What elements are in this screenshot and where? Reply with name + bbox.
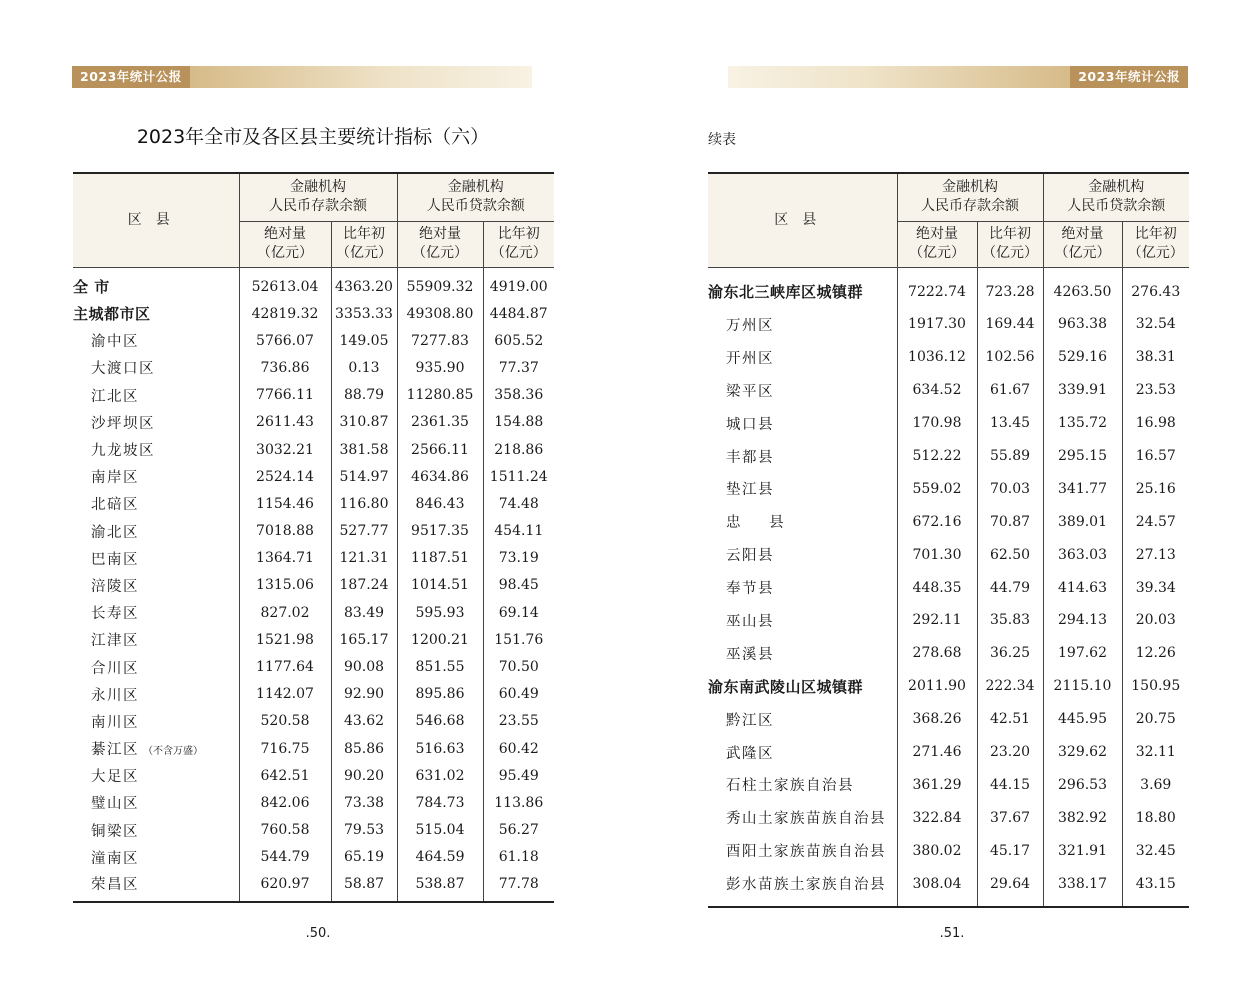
loan-abs-header: 绝对量 （亿元） [397, 221, 483, 267]
table-row [73, 518, 554, 545]
table-row [73, 354, 554, 381]
deposit-change-cell: 35.83 [977, 604, 1043, 637]
table-row [73, 327, 554, 354]
table-row [708, 374, 1189, 407]
region-name: 大渡口区 [73, 354, 239, 381]
loan-abs-cell: 4634.86 [397, 463, 483, 490]
table-row [708, 571, 1189, 604]
loan-abs-cell: 135.72 [1043, 407, 1122, 440]
region-name: 渝东北三峡库区城镇群 [708, 267, 897, 308]
deposit-change-cell: 310.87 [331, 409, 397, 436]
table-row [73, 844, 554, 871]
loan-change-cell: 70.50 [498, 659, 539, 676]
loan-abs-cell: 529.16 [1043, 341, 1122, 374]
loan-change-cell: 43.15 [1122, 867, 1189, 907]
table-row [708, 472, 1189, 505]
loan-change-cell: 39.34 [1135, 579, 1176, 596]
table-row [73, 409, 554, 436]
deposit-change-cell: 45.17 [977, 834, 1043, 867]
deposit-abs-cell: 1177.64 [239, 653, 331, 680]
deposit-change-cell: 222.34 [977, 670, 1043, 703]
loan-change-cell: 24.57 [1135, 513, 1176, 530]
loan-abs-cell: 55909.32 [397, 267, 483, 300]
deposit-change-header: 比年初 （亿元） [331, 221, 397, 267]
page-number: .51. [939, 926, 965, 941]
deposit-change-cell: 169.44 [977, 308, 1043, 341]
header-band [728, 66, 1188, 88]
deposit-abs-cell: 1315.06 [239, 572, 331, 599]
region-name: 主城都市区 [73, 300, 239, 327]
deposit-change-cell: 116.80 [331, 490, 397, 517]
deposit-abs-cell: 52613.04 [239, 267, 331, 300]
loan-abs-cell: 11280.85 [397, 382, 483, 409]
region-name: 开州区 [708, 341, 897, 374]
loan-abs-cell: 9517.35 [397, 518, 483, 545]
loan-abs-cell: 963.38 [1043, 308, 1122, 341]
statistics-table-continued [708, 172, 1189, 908]
loan-abs-cell: 49308.80 [397, 300, 483, 327]
loan-abs-cell: 197.62 [1043, 637, 1122, 670]
deposit-abs-cell: 380.02 [897, 834, 977, 867]
deposit-abs-cell: 559.02 [897, 472, 977, 505]
loan-abs-cell: 382.92 [1043, 801, 1122, 834]
deposit-change-cell: 62.50 [977, 538, 1043, 571]
deposit-abs-cell: 701.30 [897, 538, 977, 571]
deposit-abs-cell: 1521.98 [239, 626, 331, 653]
deposit-abs-cell: 642.51 [239, 762, 331, 789]
table-row [73, 735, 554, 762]
table-row [73, 436, 554, 463]
loan-change-cell: 56.27 [498, 822, 539, 839]
deposit-abs-cell: 308.04 [897, 867, 977, 907]
deposit-abs-cell: 1036.12 [897, 341, 977, 374]
deposit-change-cell: 79.53 [331, 817, 397, 844]
deposit-abs-cell: 1917.30 [897, 308, 977, 341]
loan-abs-cell: 895.86 [397, 681, 483, 708]
deposit-change-cell: 58.87 [331, 871, 397, 902]
loan-abs-cell: 784.73 [397, 789, 483, 816]
deposit-abs-cell: 3032.21 [239, 436, 331, 463]
region-name: 云阳县 [708, 538, 897, 571]
loan-change-cell: 69.14 [498, 604, 539, 621]
deposit-change-cell: 3353.33 [331, 300, 397, 327]
loan-abs-cell: 846.43 [397, 490, 483, 517]
loan-abs-cell: 296.53 [1043, 768, 1122, 801]
region-name: 沙坪坝区 [73, 409, 239, 436]
table-row [708, 440, 1189, 473]
loan-abs-cell: 516.63 [397, 735, 483, 762]
deposit-change-cell: 90.08 [331, 653, 397, 680]
deposit-change-cell: 83.49 [331, 599, 397, 626]
region-name: 南川区 [73, 708, 239, 735]
region-note: （不含万盛） [143, 746, 203, 758]
deposit-abs-cell: 620.97 [239, 871, 331, 902]
deposit-abs-cell: 361.29 [897, 768, 977, 801]
region-name: 石柱土家族自治县 [708, 768, 897, 801]
table-title: 2023年全市及各区县主要统计指标（六） [136, 126, 490, 148]
table-row [73, 490, 554, 517]
deposit-abs-cell: 842.06 [239, 789, 331, 816]
loan-change-cell: 16.57 [1135, 448, 1176, 464]
region-name: 巫山县 [708, 604, 897, 637]
deposit-change-cell: 37.67 [977, 801, 1043, 834]
loan-change-cell: 12.26 [1135, 645, 1176, 662]
loan-abs-cell: 2361.35 [397, 409, 483, 436]
deposit-abs-cell: 271.46 [897, 736, 977, 769]
deposit-change-cell: 43.62 [331, 708, 397, 735]
deposit-abs-cell: 2524.14 [239, 463, 331, 490]
loan-abs-cell: 2115.10 [1043, 670, 1122, 703]
loan-abs-cell: 1187.51 [397, 545, 483, 572]
table-row [708, 834, 1189, 867]
deposit-change-cell: 61.67 [977, 374, 1043, 407]
deposit-abs-cell: 736.86 [239, 354, 331, 381]
loan-change-cell: 605.52 [494, 332, 544, 349]
region-name: 涪陵区 [73, 572, 239, 599]
table-row [73, 626, 554, 653]
table-row [73, 599, 554, 626]
deposit-change-cell: 102.56 [977, 341, 1043, 374]
region-name: 万州区 [708, 308, 897, 341]
loan-abs-cell: 294.13 [1043, 604, 1122, 637]
table-row [73, 871, 554, 902]
loan-abs-cell: 595.93 [397, 599, 483, 626]
deposit-abs-cell: 368.26 [897, 703, 977, 736]
region-name: 大足区 [73, 762, 239, 789]
loan-change-cell: 20.75 [1135, 711, 1176, 728]
region-name: 江北区 [73, 382, 239, 409]
loan-change-cell: 3.69 [1140, 776, 1172, 793]
loan-change-cell: 60.42 [498, 740, 539, 757]
deposit-change-cell: 70.87 [977, 505, 1043, 538]
deposit-group-header: 金融机构 人民币存款余额 [239, 173, 397, 221]
deposit-change-cell: 514.97 [331, 463, 397, 490]
region-name: 铜梁区 [73, 817, 239, 844]
region-name: 合川区 [73, 653, 239, 680]
loan-abs-cell: 935.90 [397, 354, 483, 381]
deposit-change-cell: 23.20 [977, 736, 1043, 769]
deposit-abs-cell: 7222.74 [897, 267, 977, 308]
region-name: 巴南区 [73, 545, 239, 572]
loan-change-cell: 1511.24 [489, 468, 548, 485]
page-number: .50. [305, 926, 331, 941]
table-row [708, 604, 1189, 637]
region-name: 丰都县 [708, 440, 897, 473]
deposit-change-cell: 36.25 [977, 637, 1043, 670]
loan-change-cell: 98.45 [498, 577, 539, 594]
region-name: 江津区 [73, 626, 239, 653]
loan-change-cell: 358.36 [494, 387, 544, 404]
loan-abs-cell: 631.02 [397, 762, 483, 789]
region-name: 渝东南武陵山区城镇群 [708, 670, 897, 703]
deposit-change-cell: 527.77 [331, 518, 397, 545]
report-title-tag: 2023年统计公报 [72, 66, 190, 88]
loan-abs-cell: 338.17 [1043, 867, 1122, 907]
deposit-abs-cell: 278.68 [897, 637, 977, 670]
deposit-change-cell: 85.86 [331, 735, 397, 762]
deposit-abs-cell: 7766.11 [239, 382, 331, 409]
deposit-change-cell: 73.38 [331, 789, 397, 816]
loan-change-cell: 113.86 [494, 794, 544, 811]
deposit-change-cell: 44.15 [977, 768, 1043, 801]
loan-change-cell: 73.19 [498, 550, 539, 567]
region-name: 全 市 [73, 267, 239, 300]
region-name: 渝中区 [73, 327, 239, 354]
table-row [708, 736, 1189, 769]
deposit-abs-header: 绝对量 （亿元） [239, 221, 331, 267]
deposit-abs-cell: 520.58 [239, 708, 331, 735]
loan-abs-cell: 4263.50 [1043, 267, 1122, 308]
region-name: 奉节县 [708, 571, 897, 604]
table-row [73, 762, 554, 789]
region-name: 垫江县 [708, 472, 897, 505]
table-row [708, 538, 1189, 571]
table-row [73, 572, 554, 599]
deposit-change-cell: 381.58 [331, 436, 397, 463]
region-name: 九龙坡区 [73, 436, 239, 463]
deposit-abs-cell: 292.11 [897, 604, 977, 637]
loan-change-cell: 18.80 [1135, 809, 1176, 826]
table-row [708, 407, 1189, 440]
loan-abs-cell: 321.91 [1043, 834, 1122, 867]
deposit-abs-cell: 5766.07 [239, 327, 331, 354]
region-name: 永川区 [73, 681, 239, 708]
loan-abs-cell: 389.01 [1043, 505, 1122, 538]
table-row [73, 789, 554, 816]
loan-change-cell: 151.76 [494, 631, 544, 648]
deposit-abs-cell: 448.35 [897, 571, 977, 604]
table-row [73, 653, 554, 680]
loan-change-cell: 32.45 [1135, 842, 1176, 859]
table-row [708, 505, 1189, 538]
deposit-change-cell: 165.17 [331, 626, 397, 653]
deposit-abs-cell: 716.75 [239, 735, 331, 762]
loan-change-cell: 4919.00 [489, 278, 548, 295]
deposit-change-cell: 723.28 [977, 267, 1043, 308]
table-row [73, 681, 554, 708]
loan-abs-cell: 329.62 [1043, 736, 1122, 769]
loan-change-cell: 77.78 [483, 871, 554, 902]
region-name: 彭水苗族土家族自治县 [708, 867, 897, 907]
table-row [73, 382, 554, 409]
region-name: 酉阳土家族苗族自治县 [708, 834, 897, 867]
table-row [708, 341, 1189, 374]
region-name: 秀山土家族苗族自治县 [708, 801, 897, 834]
deposit-abs-header: 绝对量 （亿元） [897, 221, 977, 267]
deposit-change-cell: 55.89 [977, 440, 1043, 473]
deposit-abs-cell: 42819.32 [239, 300, 331, 327]
region-name: 渝北区 [73, 518, 239, 545]
loan-abs-header: 绝对量 （亿元） [1043, 221, 1122, 267]
deposit-abs-cell: 1364.71 [239, 545, 331, 572]
loan-change-cell: 23.55 [498, 713, 539, 730]
deposit-abs-cell: 827.02 [239, 599, 331, 626]
table-row [73, 817, 554, 844]
region-name: 綦江区 （不含万盛） [73, 735, 239, 762]
deposit-abs-cell: 512.22 [897, 440, 977, 473]
table-row [708, 267, 1189, 308]
table-row [73, 300, 554, 327]
region-name: 武隆区 [708, 736, 897, 769]
loan-change-cell: 60.49 [498, 686, 539, 703]
deposit-change-cell: 187.24 [331, 572, 397, 599]
loan-abs-cell: 515.04 [397, 817, 483, 844]
right-page [630, 0, 1259, 998]
loan-change-cell: 95.49 [498, 767, 539, 784]
loan-abs-cell: 2566.11 [397, 436, 483, 463]
loan-change-cell: 27.13 [1135, 546, 1176, 563]
deposit-change-cell: 149.05 [331, 327, 397, 354]
region-name: 潼南区 [73, 844, 239, 871]
deposit-abs-cell: 1154.46 [239, 490, 331, 517]
loan-abs-cell: 7277.83 [397, 327, 483, 354]
loan-abs-cell: 295.15 [1043, 440, 1122, 473]
deposit-change-cell: 65.19 [331, 844, 397, 871]
deposit-abs-cell: 2611.43 [239, 409, 331, 436]
deposit-change-cell: 44.79 [977, 571, 1043, 604]
loan-abs-cell: 341.77 [1043, 472, 1122, 505]
table-row [708, 768, 1189, 801]
deposit-abs-cell: 322.84 [897, 801, 977, 834]
loan-change-cell: 25.16 [1135, 480, 1176, 497]
statistics-table [73, 172, 554, 903]
deposit-change-cell: 0.13 [331, 354, 397, 381]
region-name: 城口县 [708, 407, 897, 440]
region-column-header: 区县 [73, 173, 239, 267]
region-column-header: 区县 [708, 173, 897, 267]
loan-change-cell: 32.11 [1135, 744, 1176, 761]
region-name: 璧山区 [73, 789, 239, 816]
deposit-abs-cell: 7018.88 [239, 518, 331, 545]
deposit-abs-cell: 1142.07 [239, 681, 331, 708]
loan-abs-cell: 1014.51 [397, 572, 483, 599]
deposit-abs-cell: 2011.90 [897, 670, 977, 703]
loan-abs-cell: 851.55 [397, 653, 483, 680]
region-name: 北碚区 [73, 490, 239, 517]
table-row [708, 703, 1189, 736]
loan-change-cell: 23.53 [1135, 382, 1176, 399]
loan-change-cell: 77.37 [498, 359, 539, 376]
table-row [708, 308, 1189, 341]
loan-abs-cell: 445.95 [1043, 703, 1122, 736]
loan-group-header: 金融机构 人民币贷款余额 [397, 173, 554, 221]
loan-abs-cell: 1200.21 [397, 626, 483, 653]
table-row [708, 801, 1189, 834]
loan-change-cell: 74.48 [498, 495, 539, 512]
deposit-abs-cell: 634.52 [897, 374, 977, 407]
region-name: 黔江区 [708, 703, 897, 736]
table-row [73, 463, 554, 490]
loan-abs-cell: 339.91 [1043, 374, 1122, 407]
loan-abs-cell: 546.68 [397, 708, 483, 735]
header-band [72, 66, 532, 88]
region-name: 长寿区 [73, 599, 239, 626]
loan-change-header: 比年初 （亿元） [1122, 221, 1189, 267]
deposit-change-cell: 90.20 [331, 762, 397, 789]
loan-change-cell: 4484.87 [489, 305, 548, 322]
deposit-change-cell: 29.64 [977, 867, 1043, 907]
deposit-change-cell: 13.45 [977, 407, 1043, 440]
region-name: 巫溪县 [708, 637, 897, 670]
region-name: 忠 县 [708, 505, 897, 538]
loan-abs-cell: 363.03 [1043, 538, 1122, 571]
loan-abs-cell: 538.87 [397, 871, 483, 902]
table-row [708, 867, 1189, 907]
loan-group-header: 金融机构 人民币贷款余额 [1043, 173, 1189, 221]
table-row [73, 708, 554, 735]
loan-change-cell: 454.11 [494, 523, 544, 540]
deposit-group-header: 金融机构 人民币存款余额 [897, 173, 1043, 221]
loan-change-cell: 38.31 [1135, 349, 1176, 366]
region-name: 梁平区 [708, 374, 897, 407]
loan-change-cell: 16.98 [1135, 415, 1176, 432]
deposit-abs-cell: 544.79 [239, 844, 331, 871]
loan-abs-cell: 414.63 [1043, 571, 1122, 604]
loan-change-header: 比年初 （亿元） [483, 221, 554, 267]
deposit-change-cell: 88.79 [331, 382, 397, 409]
loan-change-cell: 218.86 [494, 441, 544, 458]
table-row [708, 670, 1189, 703]
deposit-change-cell: 4363.20 [331, 267, 397, 300]
deposit-abs-cell: 760.58 [239, 817, 331, 844]
loan-change-cell: 32.54 [1135, 316, 1176, 333]
deposit-change-cell: 121.31 [331, 545, 397, 572]
deposit-abs-cell: 672.16 [897, 505, 977, 538]
loan-abs-cell: 464.59 [397, 844, 483, 871]
deposit-change-cell: 42.51 [977, 703, 1043, 736]
table-row [73, 267, 554, 300]
table-row [708, 637, 1189, 670]
table-row [73, 545, 554, 572]
deposit-change-cell: 70.03 [977, 472, 1043, 505]
deposit-change-cell: 92.90 [331, 681, 397, 708]
loan-change-cell: 276.43 [1131, 283, 1181, 300]
report-title-tag: 2023年统计公报 [1070, 66, 1188, 88]
loan-change-cell: 150.95 [1131, 678, 1181, 695]
deposit-abs-cell: 170.98 [897, 407, 977, 440]
continued-label: 续表 [708, 132, 736, 148]
region-name: 南岸区 [73, 463, 239, 490]
deposit-change-header: 比年初 （亿元） [977, 221, 1043, 267]
loan-change-cell: 154.88 [494, 414, 544, 431]
loan-change-cell: 61.18 [498, 849, 539, 866]
loan-change-cell: 20.03 [1135, 612, 1176, 629]
region-name: 荣昌区 [73, 871, 239, 902]
